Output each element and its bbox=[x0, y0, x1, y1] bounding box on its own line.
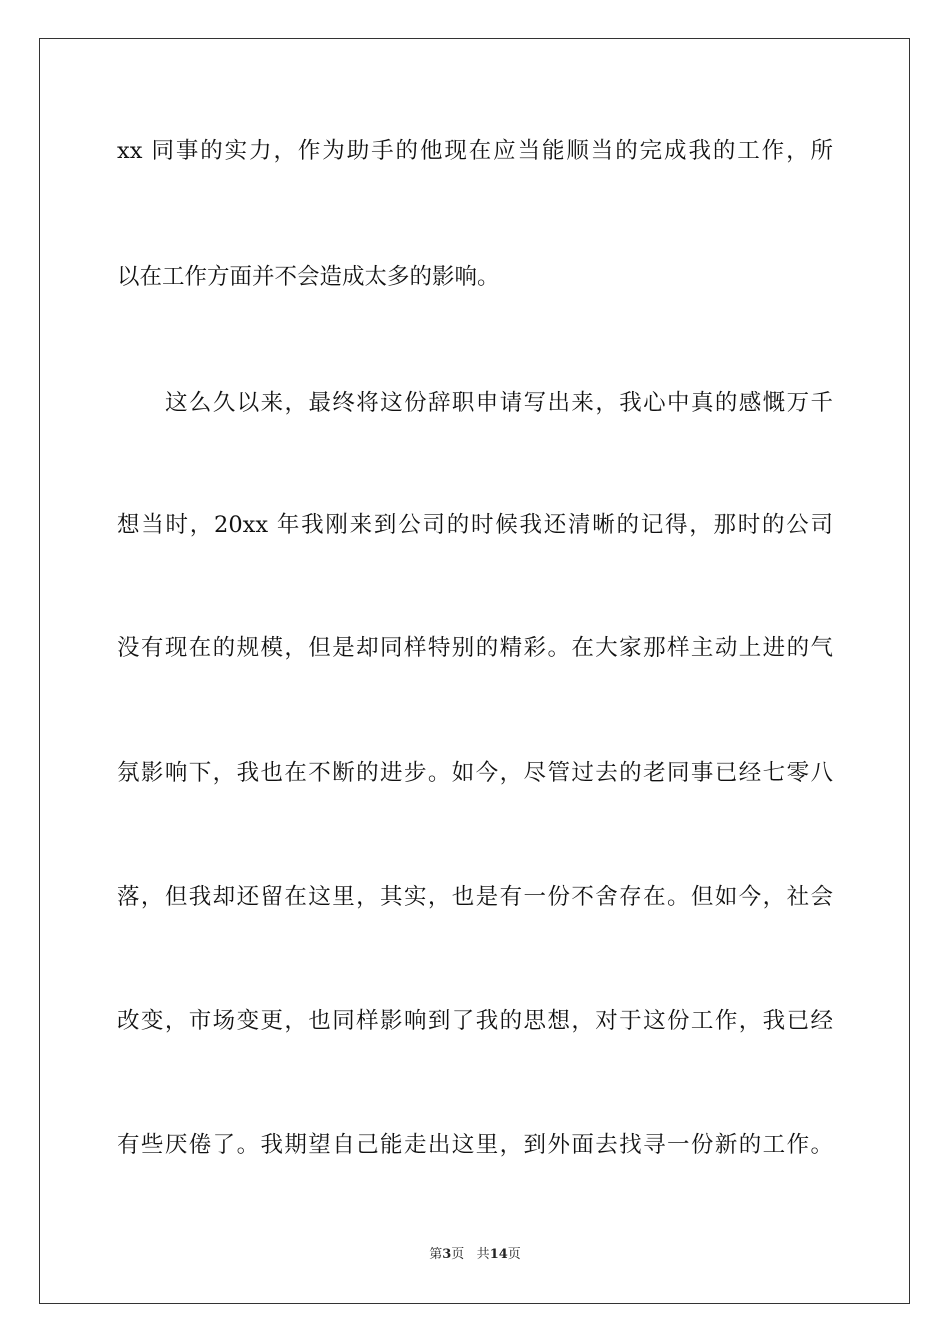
text-line-5: 没有现在的规模，但是却同样特别的精彩。在大家那样主动上进的气 bbox=[117, 635, 833, 661]
page-current: 3 bbox=[442, 1247, 452, 1262]
text-line-3: 这么久以来，最终将这份辞职申请写出来，我心中真的感慨万千 bbox=[165, 390, 833, 416]
page-footer bbox=[0, 1246, 950, 1264]
text-line-6: 氛影响下，我也在不断的进步。如今，尽管过去的老同事已经七零八 bbox=[117, 760, 833, 786]
text-line-2: 以在工作方面并不会造成太多的影响。 bbox=[117, 264, 500, 290]
text-line-7: 落，但我却还留在这里，其实，也是有一份不舍存在。但如今，社会 bbox=[117, 884, 833, 910]
page-unit: 页 bbox=[451, 1247, 465, 1262]
text-line-9: 有些厌倦了。我期望自己能走出这里，到外面去找寻一份新的工作。 bbox=[117, 1132, 833, 1158]
total-unit: 页 bbox=[507, 1247, 521, 1262]
text-line-8: 改变，市场变更，也同样影响到了我的思想，对于这份工作，我已经 bbox=[117, 1008, 833, 1034]
text-line-4: 想当时，20xx 年我刚来到公司的时候我还清晰的记得，那时的公司 bbox=[117, 512, 833, 538]
page-total: 14 bbox=[489, 1247, 508, 1262]
page-border bbox=[39, 38, 910, 1304]
text-line-1: xx 同事的实力，作为助手的他现在应当能顺当的完成我的工作，所 bbox=[117, 138, 833, 164]
total-prefix: 共 bbox=[476, 1247, 490, 1262]
page-prefix: 第 bbox=[429, 1247, 443, 1262]
